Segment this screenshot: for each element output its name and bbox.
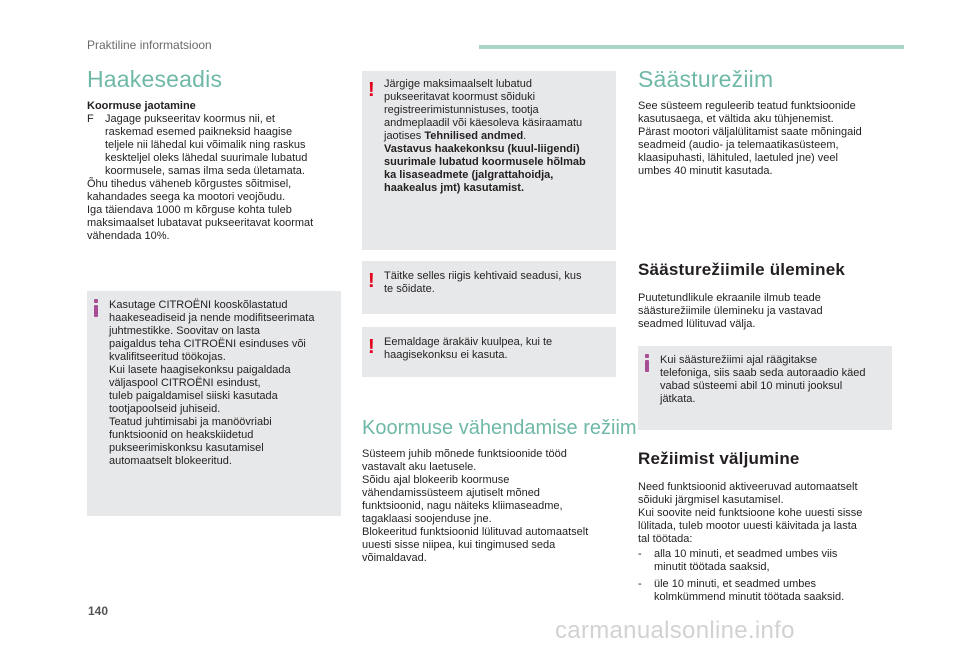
exclamation-mark-icon: ! bbox=[368, 79, 375, 101]
section-title-load-reduction: Koormuse vähendamise režiim bbox=[362, 417, 637, 439]
list-dash: - bbox=[638, 578, 642, 590]
section-title-economy-mode: Säästurežiim bbox=[638, 66, 774, 92]
info-box-phone-call bbox=[638, 346, 892, 430]
load-reduction-paragraph: Süsteem juhib mõnede funktsioonide tööd vastavalt aku laetusele. Sõidu ajal blokeerib koormuse vähendamissüsteem ajutiselt mõned funktsioonid, nagu näiteks kliimaseadme, tagaklaasi soojenduse jne. Blokeeritud funktsioonid lülituvad automaatselt uuesti sisse niipea, kui tingimused seda võimaldavad. bbox=[362, 448, 589, 564]
warning-box-max-load bbox=[362, 71, 616, 250]
info-box-citroen bbox=[87, 291, 341, 516]
heading-entering-economy-mode: Säästurežiimile üleminek bbox=[638, 260, 845, 279]
warning-box-laws bbox=[362, 261, 616, 314]
info-i-icon bbox=[645, 354, 649, 372]
warning-text-period: . bbox=[523, 130, 527, 142]
heading-exiting-mode: Režiimist väljumine bbox=[638, 449, 800, 468]
watermark: carmanualsonline.info bbox=[555, 617, 795, 644]
economy-mode-intro: See süsteem reguleerib teatud funktsioonide kasutusaega, et vältida aku tühjenemist. Pärast mootori väljalülitamist saate mõningaid seadmeid (audio- ja telemaatikasüsteem, klaasipuhasti, lähituled, laetuled jne) veel umbes 40 minutit kasutada. bbox=[638, 100, 862, 177]
header-accent-bar bbox=[479, 45, 904, 49]
entering-economy-mode-text: Puutetundlikule ekraanile ilmub teade säästurežiimile ülemineku ja vastavad seadmed lülituvad välja. bbox=[638, 292, 823, 330]
warning-text-bold-inline: Tehnilised andmed bbox=[424, 130, 524, 142]
exiting-mode-text: Need funktsioonid aktiveeruvad automaatselt sõiduki järgmisel kasutamisel. Kui soovite neid funktsioone kohe uuesti sisse lülitada, tuleb mootor uuesti käivitada ja lasta tal töötada: bbox=[638, 481, 863, 545]
info-i-icon bbox=[94, 299, 98, 317]
exclamation-mark-icon: ! bbox=[368, 270, 375, 292]
warning-text-regular: Järgige maksimaalselt lubatud pukseeritavat koormust sõiduki registreerimistunnistuses, tootja andmeplaadil või käesoleva käsiraamatu jaotises bbox=[384, 78, 583, 142]
info-box-text: Kasutage CITROËNI kooskõlastatud haakeseadiseid ja nende modifitseerimata juhtmestikke. Soovitav on lasta paigaldus teha CITROËNI esinduses või kvalifitseeritud töökojas. Kui lasete haagisekonksu paigaldada väljaspool CITROËNI esindust, tuleb paigaldamisel siiski kasutada tootjapoolseid juhiseid. Teatud juhtimisabi ja manöövriabi funktsioonid on heakskiidetud pukseerimiskonksu kasutamisel automaatselt blokeeritud. bbox=[109, 299, 315, 467]
page-number: 140 bbox=[88, 604, 109, 618]
warning-text-bold-block: Vastavus haakekonksu (kuul-liigendi) suurimale lubatud koormusele hõlmab ka lisaseadmete (jalgrattahoidja, haakealus jmt) kasutamist. bbox=[384, 143, 586, 194]
exclamation-mark-icon: ! bbox=[368, 336, 375, 358]
altitude-paragraph: Õhu tihedus väheneb kõrgustes sõitmisel, kahandades seega ka mootori veojõudu. Iga täiendava 1000 m kõrguse kohta tuleb maksimaalset lubatavat pukseeritavat koormat vähendada 10%. bbox=[87, 178, 314, 242]
warning-text-towball: Eemaldage ärakäiv kuulpea, kui te haagisekonksu ei kasuta. bbox=[384, 336, 553, 361]
subtitle-load-distribution: Koormuse jaotamine bbox=[87, 100, 196, 112]
bullet-glyph: F bbox=[87, 113, 94, 125]
warning-text-max-load bbox=[384, 78, 612, 195]
section-label: Praktiline informatsioon bbox=[87, 38, 212, 52]
warning-text-laws: Täitke selles riigis kehtivaid seadusi, kus te sõidate. bbox=[384, 270, 582, 295]
list-dash: - bbox=[638, 548, 642, 560]
page-title: Haakeseadis bbox=[87, 66, 223, 92]
warning-box-towball bbox=[362, 327, 616, 377]
list-item: üle 10 minuti, et seadmed umbes kolmkümmend minutit töötada saaksid. bbox=[654, 578, 845, 603]
info-box-phone-text: Kui säästurežiimi ajal räägitakse telefoniga, siis saab seda autoraadio käed vabad süsteemi abil 10 minuti jooksul jätkata. bbox=[660, 354, 866, 405]
bullet-text: Jagage pukseeritav koormus nii, et raskemad esemed paikneksid haagise teljele nii lähedal kui võimalik ning raskus keskteljel oleks lähedal suurimale lubatud koormusele, samas ilma seda ületamata. bbox=[105, 113, 308, 177]
list-item: alla 10 minuti, et seadmed umbes viis minutit töötada saaksid, bbox=[654, 548, 838, 573]
